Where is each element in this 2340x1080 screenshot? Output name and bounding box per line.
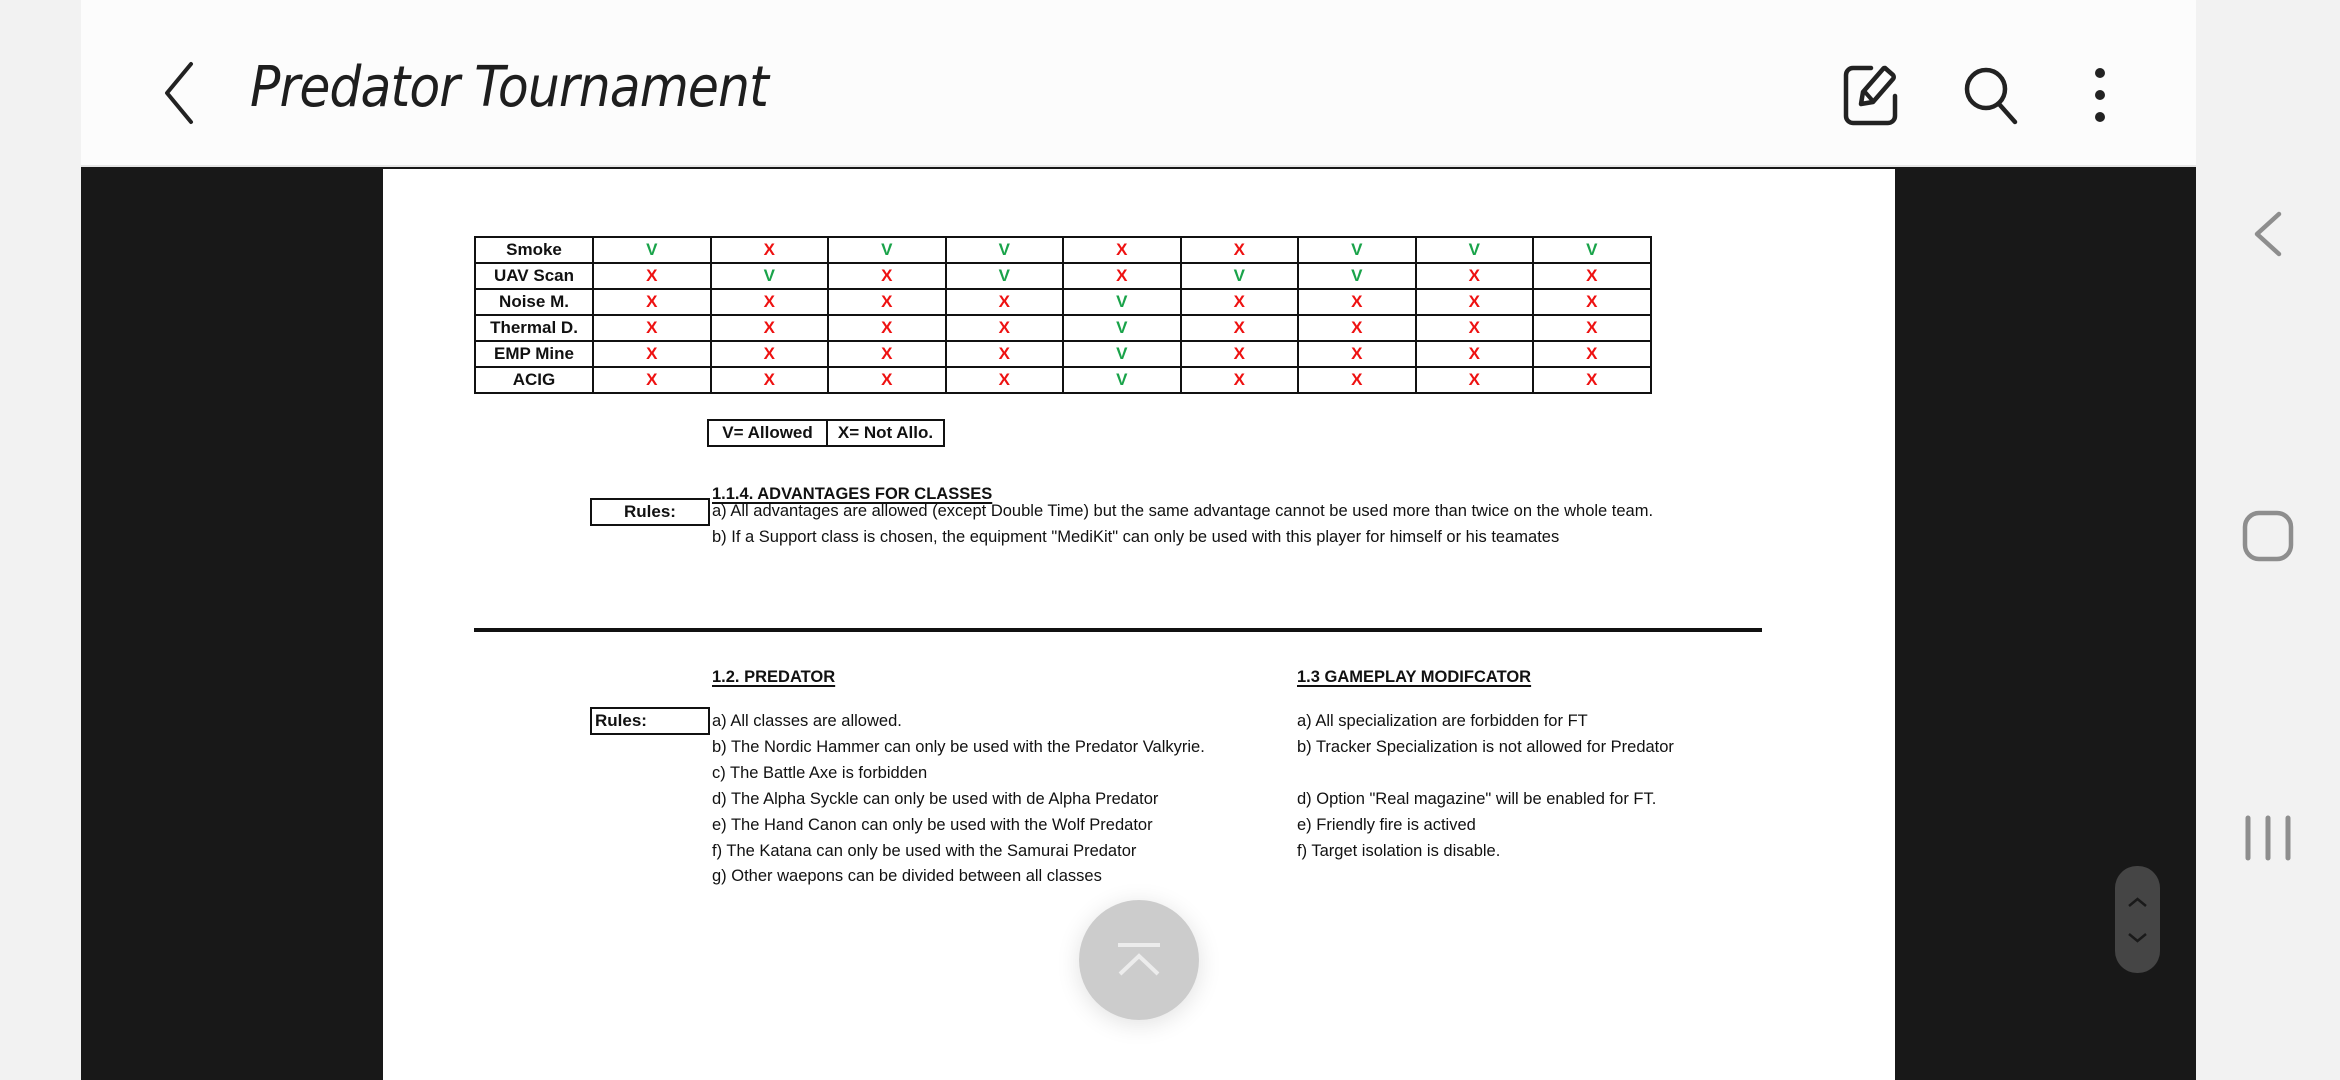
scroll-to-top-button[interactable] [1079,900,1199,1020]
chevron-up-icon [2128,896,2147,908]
predator-rule-line: b) The Nordic Hammer can only be used with the Predator Valkyrie. [712,737,1205,756]
edit-icon [1843,64,1901,126]
equipment-label: Noise M. [475,289,593,315]
table-row [475,341,1651,367]
allowed-mark: V [1063,367,1181,393]
predator-rule-line: e) The Hand Canon can only be used with the Wolf Predator [712,815,1153,834]
not-allowed-mark: X [946,315,1064,341]
gameplay-rule-line: f) Target isolation is disable. [1297,841,1501,860]
not-allowed-mark: X [1181,289,1299,315]
not-allowed-mark: X [1533,263,1651,289]
system-recents-button[interactable] [2236,806,2300,870]
not-allowed-mark: X [1416,315,1534,341]
not-allowed-mark: X [1416,341,1534,367]
nav-recents-icon [2244,814,2292,862]
gameplay-rule-line: b) Tracker Specialization is not allowed for Predator [1297,737,1674,756]
equipment-permission-table [474,236,1652,394]
not-allowed-mark: X [828,263,946,289]
section-divider [474,628,1762,632]
not-allowed-mark: X [1063,263,1181,289]
not-allowed-mark: X [1181,237,1299,263]
not-allowed-mark: X [1533,367,1651,393]
not-allowed-mark: X [711,367,829,393]
not-allowed-mark: X [711,341,829,367]
gameplay-rule-line: d) Option "Real magazine" will be enabled for FT. [1297,789,1657,808]
not-allowed-mark: X [1416,289,1534,315]
allowed-mark: V [1063,315,1181,341]
not-allowed-mark: X [711,315,829,341]
back-button[interactable] [151,50,207,136]
predator-rule-line: a) All classes are allowed. [712,712,902,730]
table-row [475,237,1651,263]
equipment-label: EMP Mine [475,341,593,367]
equipment-label: ACIG [475,367,593,393]
system-back-button[interactable] [2236,202,2300,266]
allowed-mark: V [1298,263,1416,289]
not-allowed-mark: X [1533,315,1651,341]
not-allowed-mark: X [1298,289,1416,315]
predator-rule-line: g) Other waepons can be divided between all classes [712,867,1102,886]
chevron-down-icon [2128,932,2147,944]
pdf-viewer-app [81,0,2196,1080]
not-allowed-mark: X [946,341,1064,367]
advantages-heading: 1.1.4. ADVANTAGES FOR CLASSES [712,485,993,503]
not-allowed-mark: X [1298,315,1416,341]
not-allowed-mark: X [1298,341,1416,367]
scroll-to-top-icon [1116,942,1162,978]
allowed-mark: V [1063,341,1181,367]
not-allowed-mark: X [593,341,711,367]
not-allowed-mark: X [593,367,711,393]
not-allowed-mark: X [946,367,1064,393]
not-allowed-mark: X [828,315,946,341]
allowed-mark: V [1533,237,1651,263]
advantages-rule-a: a) All advantages are allowed (except Double Time) but the same advantage cannot be used more than twice on the whole team. [712,502,1654,520]
not-allowed-mark: X [828,367,946,393]
search-icon [1963,64,2021,126]
not-allowed-mark: X [1298,367,1416,393]
predator-rule-line: d) The Alpha Syckle can only be used with de Alpha Predator [712,789,1159,808]
allowed-mark: V [946,237,1064,263]
not-allowed-mark: X [593,263,711,289]
gameplay-heading: 1.3 GAMEPLAY MODIFCATOR [1297,668,1532,686]
allowed-mark: V [1181,263,1299,289]
allowed-mark: V [1298,237,1416,263]
system-navigation-bar [2196,0,2340,1080]
not-allowed-mark: X [1181,367,1299,393]
gameplay-rule-line: a) All specialization are forbidden for FT [1297,712,1588,730]
advantages-rules-label: Rules: [590,498,710,526]
table-row [475,263,1651,289]
not-allowed-mark: X [946,289,1064,315]
edit-button[interactable] [1837,52,1907,138]
not-allowed-mark: X [1181,341,1299,367]
not-allowed-mark: X [593,289,711,315]
not-allowed-mark: X [593,315,711,341]
left-screen-edge [0,0,81,1080]
more-vertical-icon [2090,67,2110,123]
legend-not-allowed: X= Not Allo. [837,423,934,442]
chevron-left-icon [162,60,196,126]
system-home-button[interactable] [2236,504,2300,568]
predator-rule-line: f) The Katana can only be used with the Samurai Predator [712,841,1137,860]
app-header [81,0,2196,167]
allowed-mark: V [1063,289,1181,315]
equipment-label: UAV Scan [475,263,593,289]
not-allowed-mark: X [711,289,829,315]
equipment-label: Thermal D. [475,315,593,341]
nav-back-icon [2253,211,2283,257]
allowed-mark: V [828,237,946,263]
not-allowed-mark: X [1063,237,1181,263]
advantages-rule-b: b) If a Support class is chosen, the equipment "MediKit" can only be used with this player for himself or his teamates [712,528,1560,546]
gameplay-rule-line: e) Friendly fire is actived [1297,815,1476,834]
not-allowed-mark: X [828,341,946,367]
table-row [475,367,1651,393]
not-allowed-mark: X [711,237,829,263]
predator-rule-line: c) The Battle Axe is forbidden [712,763,928,782]
allowed-mark: V [711,263,829,289]
not-allowed-mark: X [1416,367,1534,393]
legend-box [707,419,945,447]
legend-allowed: V= Allowed [709,421,828,445]
table-row [475,315,1651,341]
predator-heading: 1.2. PREDATOR [712,668,836,686]
document-viewport[interactable] [81,169,2196,1080]
table-row [475,289,1651,315]
nav-home-icon [2242,510,2294,562]
more-options-button[interactable] [2065,52,2135,138]
allowed-mark: V [593,237,711,263]
predator-rules-label: Rules: [590,707,710,735]
search-button[interactable] [1957,52,2027,138]
not-allowed-mark: X [1533,289,1651,315]
not-allowed-mark: X [828,289,946,315]
allowed-mark: V [946,263,1064,289]
not-allowed-mark: X [1181,315,1299,341]
equipment-label: Smoke [475,237,593,263]
document-title: Predator Tournament [250,55,768,120]
not-allowed-mark: X [1416,263,1534,289]
fast-scroll-handle[interactable] [2115,866,2160,973]
not-allowed-mark: X [1533,341,1651,367]
allowed-mark: V [1416,237,1534,263]
